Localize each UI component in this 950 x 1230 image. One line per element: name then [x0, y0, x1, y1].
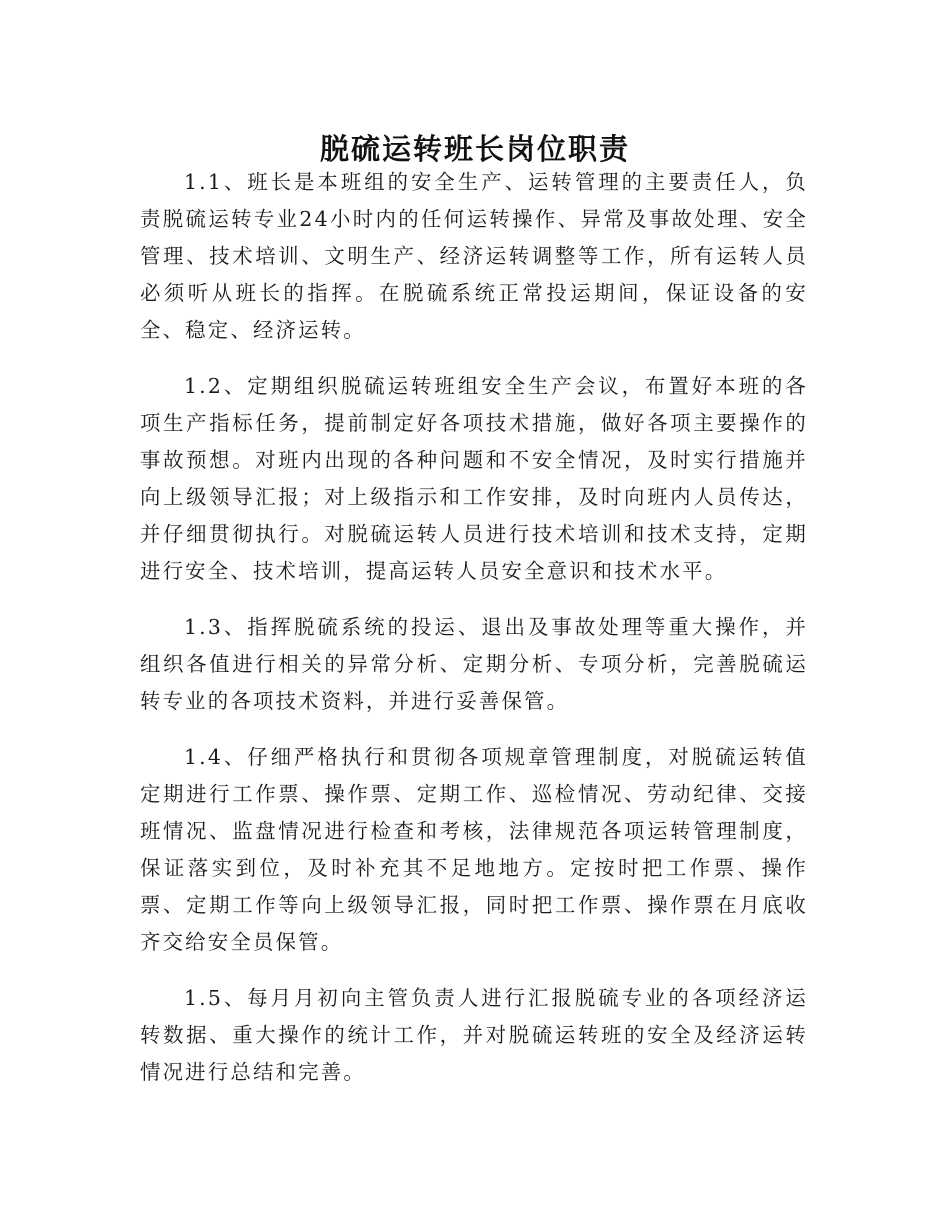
paragraph-1-3: 1.3、指挥脱硫系统的投运、退出及事故处理等重大操作，并组织各值进行相关的异常分析、定期分析、专项分析，完善脱硫运转专业的各项技术资料，并进行妥善保管。	[140, 615, 808, 713]
document-title: 脱硫运转班长岗位职责	[319, 132, 630, 167]
paragraph-1-5: 1.5、每月月初向主管负责人进行汇报脱硫专业的各项经济运转数据、重大操作的统计工作，并对脱硫运转班的安全及经济运转情况进行总结和完善。	[140, 986, 808, 1084]
paragraph-1-2: 1.2、定期组织脱硫运转班组安全生产会议，布置好本班的各项生产指标任务，提前制定好各项技术措施，做好各项主要操作的事故预想。对班内出现的各种问题和不安全情况，及时实行措施并向上级领导汇报；对上级指示和工作安排，及时向班内人员传达，并仔细贯彻执行。对脱硫运转人员进行技术培训和技术支持，定期进行安全、技术培训，提高运转人员安全意识和技术水平。	[140, 374, 808, 583]
document-body	[140, 164, 808, 1110]
paragraph-1-4: 1.4、仔细严格执行和贯彻各项规章管理制度，对脱硫运转值定期进行工作票、操作票、定期工作、巡检情况、劳动纪律、交接班情况、监盘情况进行检查和考核，法律规范各项运转管理制度，保证落实到位，及时补充其不足地地方。定按时把工作票、操作票、定期工作等向上级领导汇报，同时把工作票、操作票在月底收齐交给安全员保管。	[140, 745, 808, 954]
paragraph-1-1: 1.1、班长是本班组的安全生产、运转管理的主要责任人，负责脱硫运转专业24小时内的任何运转操作、异常及事故处理、安全管理、技术培训、文明生产、经济运转调整等工作，所有运转人员必须听从班长的指挥。在脱硫系统正常投运期间，保证设备的安全、稳定、经济运转。	[140, 170, 808, 342]
